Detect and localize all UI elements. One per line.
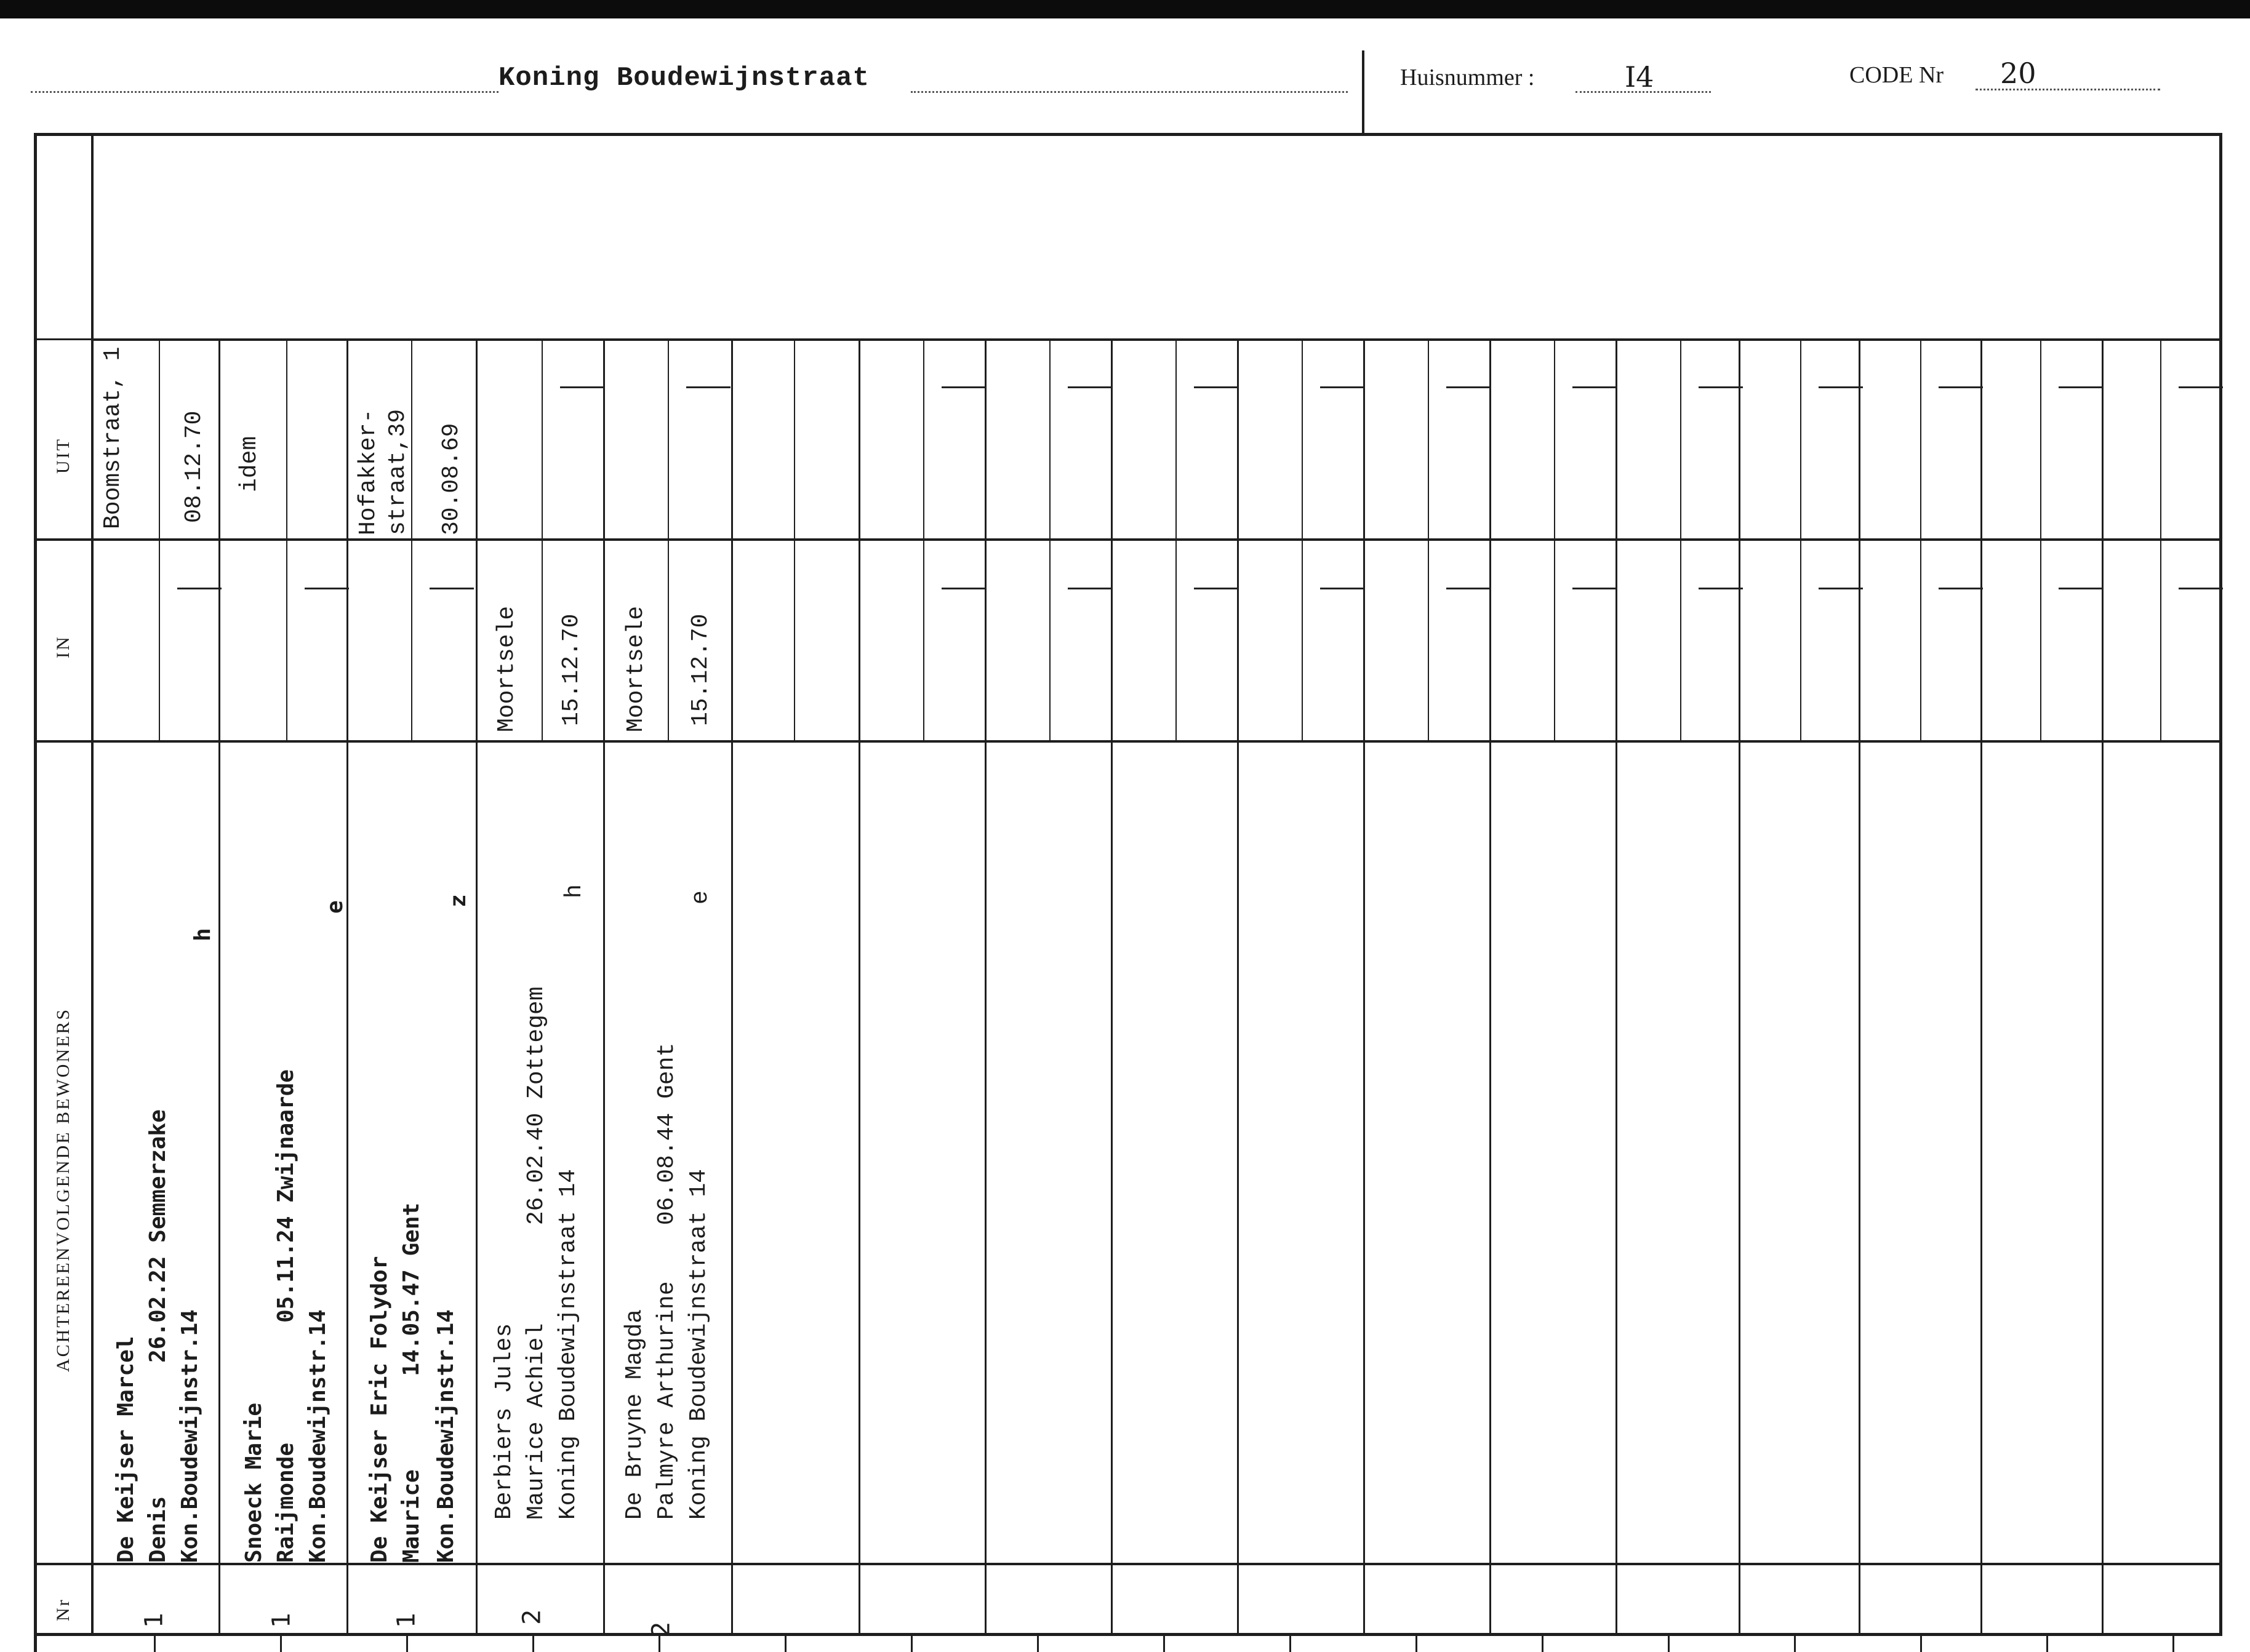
column-divider [1489, 340, 1491, 1635]
col3-name-line1: De Keijser Eric Folydor [367, 1256, 392, 1563]
street-dotted-line [31, 91, 498, 93]
frame-left [34, 133, 37, 1652]
column-divider [859, 340, 860, 1635]
uit-dash [1819, 386, 1863, 388]
frame-top [34, 133, 2222, 136]
in-dash [2059, 588, 2103, 589]
label-sep-1 [37, 338, 92, 340]
huisnummer-label: Huisnummer : [1400, 65, 1535, 90]
uit-dash [2179, 386, 2223, 388]
uit-dash [1068, 386, 1112, 388]
bottom-tick [659, 1635, 660, 1652]
col5-in-place: Moortsele [623, 605, 649, 732]
col4-name-line3: Koning Boudewijnstraat 14 [555, 1168, 582, 1520]
nr-row-top [37, 1563, 2220, 1565]
col5-name-line2: Palmyre Arthurine 06.08.44 Gent [654, 1042, 680, 1520]
uit-label: UIT [53, 437, 73, 474]
bottom-tick [532, 1635, 534, 1652]
uit-dash [686, 386, 731, 388]
code-dotted-line [1976, 89, 2160, 90]
in-label: IN [53, 635, 73, 658]
bottom-tick [154, 1635, 156, 1652]
subcolumn-divider [794, 340, 795, 741]
uit-dash [2059, 386, 2103, 388]
col2-uit-place: idem [236, 436, 263, 492]
in-dash [1572, 588, 1617, 589]
in-dash [1939, 588, 1983, 589]
column-divider [2102, 340, 2104, 1635]
col2-sex: e [322, 900, 348, 914]
col3-nr: 1 [392, 1612, 421, 1628]
uit-dash [942, 386, 986, 388]
bewoners-label: ACHTEREENVOLGENDE BEWONERS [53, 1007, 73, 1372]
col4-sex: h [561, 884, 588, 898]
column-divider [1980, 340, 1982, 1635]
col1-uit-place: Boomstraat, 1 [100, 346, 126, 529]
uit-dash [1446, 386, 1491, 388]
column-divider [985, 340, 987, 1635]
bottom-tick [1668, 1635, 1670, 1652]
in-dash [1194, 588, 1238, 589]
subcolumn-divider [2160, 340, 2161, 741]
col4-in-place: Moortsele [494, 605, 520, 732]
subcolumn-divider [668, 340, 669, 741]
bottom-tick [1415, 1635, 1417, 1652]
uit-dash [560, 386, 604, 388]
col3-uit-date: 30.08.69 [438, 423, 465, 535]
uit-dash [1699, 386, 1743, 388]
subcolumn-divider [159, 340, 160, 741]
frame-bottom [34, 1633, 2222, 1636]
bottom-tick [2172, 1635, 2174, 1652]
column-divider [603, 340, 605, 1635]
uit-dash [1572, 386, 1617, 388]
uit-dash [1939, 386, 1983, 388]
column-divider [1615, 340, 1617, 1635]
col2-name-line3: Kon.Boudewijnstr.14 [305, 1309, 330, 1563]
huisnummer-dotted-line [1575, 91, 1711, 93]
column-divider [218, 340, 220, 1635]
subcolumn-divider [1428, 340, 1429, 741]
huisnummer-value: I4 [1625, 60, 1654, 94]
column-divider [1739, 340, 1740, 1635]
col1-sex: h [190, 928, 215, 941]
col1-uit-date: 08.12.70 [181, 410, 207, 523]
in-dash [177, 588, 222, 589]
col1-name-line2: Denis 26.02.22 Semmerzake [145, 1109, 170, 1563]
bottom-tick [280, 1635, 282, 1652]
bottom-tick [406, 1635, 408, 1652]
col1-name-line1: De Keijser Marcel [113, 1336, 138, 1563]
in-dash [2179, 588, 2223, 589]
col4-name-line2: Maurice Achiel 26.02.40 Zottegem [523, 986, 550, 1520]
col3-sex: z [446, 894, 471, 908]
column-divider [1859, 340, 1860, 1635]
col5-sex: e [687, 890, 714, 904]
in-dash [305, 588, 349, 589]
col5-name-line3: Koning Boudewijnstraat 14 [686, 1168, 712, 1520]
header-divider [1362, 50, 1364, 133]
subcolumn-divider [2040, 340, 2041, 741]
uit-dash [1194, 386, 1238, 388]
scan-top-border [0, 0, 2250, 18]
col1-nr: 1 [140, 1612, 169, 1628]
bottom-tick [2046, 1635, 2048, 1652]
subcolumn-divider [542, 340, 543, 741]
col5-nr: 2 [647, 1621, 676, 1637]
in-dash [1819, 588, 1863, 589]
subcolumn-divider [1302, 340, 1303, 741]
uit-dash [1320, 386, 1364, 388]
column-divider [1111, 340, 1113, 1635]
nr-label: Nr [53, 1598, 73, 1621]
in-dash [1446, 588, 1491, 589]
in-dash [1320, 588, 1364, 589]
bottom-tick [1163, 1635, 1165, 1652]
col5-name-line1: De Bruyne Magda [622, 1309, 648, 1520]
col4-in-date: 15.12.70 [558, 613, 585, 726]
col3-name-line3: Kon.Boudewijnstr.14 [433, 1309, 458, 1563]
column-divider [731, 340, 733, 1635]
column-divider [476, 340, 478, 1635]
column-divider [1363, 340, 1365, 1635]
frame-right [2219, 133, 2222, 1636]
subcolumn-divider [1800, 340, 1801, 741]
subcolumn-divider [923, 340, 924, 741]
subcolumn-divider [1920, 340, 1921, 741]
subcolumn-divider [286, 340, 287, 741]
col3-uit-place: Hofakker-straat,39 [355, 409, 411, 535]
column-divider [1237, 340, 1239, 1635]
label-column-divider [91, 136, 94, 1634]
bottom-tick [1794, 1635, 1796, 1652]
bottom-tick [1037, 1635, 1039, 1652]
code-value: 20 [2000, 57, 2036, 90]
street-dotted-line-right [911, 91, 1348, 93]
subcolumn-divider [1554, 340, 1555, 741]
in-dash [430, 588, 474, 589]
subcolumn-divider [1175, 340, 1177, 741]
bewoners-row-top [37, 740, 2220, 743]
in-dash [1068, 588, 1112, 589]
col2-name-line2: Raijmonde 05.11.24 Zwijnaarde [273, 1069, 298, 1563]
bottom-tick [1542, 1635, 1543, 1652]
in-dash [942, 588, 986, 589]
subcolumn-divider [1049, 340, 1051, 741]
bottom-tick [1920, 1635, 1922, 1652]
bottom-tick [1289, 1635, 1291, 1652]
col3-name-line2: Maurice 14.05.47 Gent [399, 1202, 424, 1563]
col2-name-line1: Snoeck Marie [241, 1402, 266, 1563]
col5-in-date: 15.12.70 [687, 613, 714, 726]
col4-nr: 2 [518, 1609, 546, 1625]
in-row-top [37, 538, 2220, 541]
bottom-tick [785, 1635, 787, 1652]
col2-nr: 1 [267, 1612, 296, 1628]
code-label: CODE Nr [1849, 62, 1944, 88]
in-dash [1699, 588, 1743, 589]
col1-name-line3: Kon.Boudewijnstr.14 [177, 1309, 202, 1563]
bottom-tick [911, 1635, 913, 1652]
street-name: Koning Boudewijnstraat [498, 63, 870, 94]
column-divider [346, 340, 348, 1635]
subcolumn-divider [1680, 340, 1681, 741]
col4-name-line1: Berbiers Jules [491, 1323, 518, 1520]
